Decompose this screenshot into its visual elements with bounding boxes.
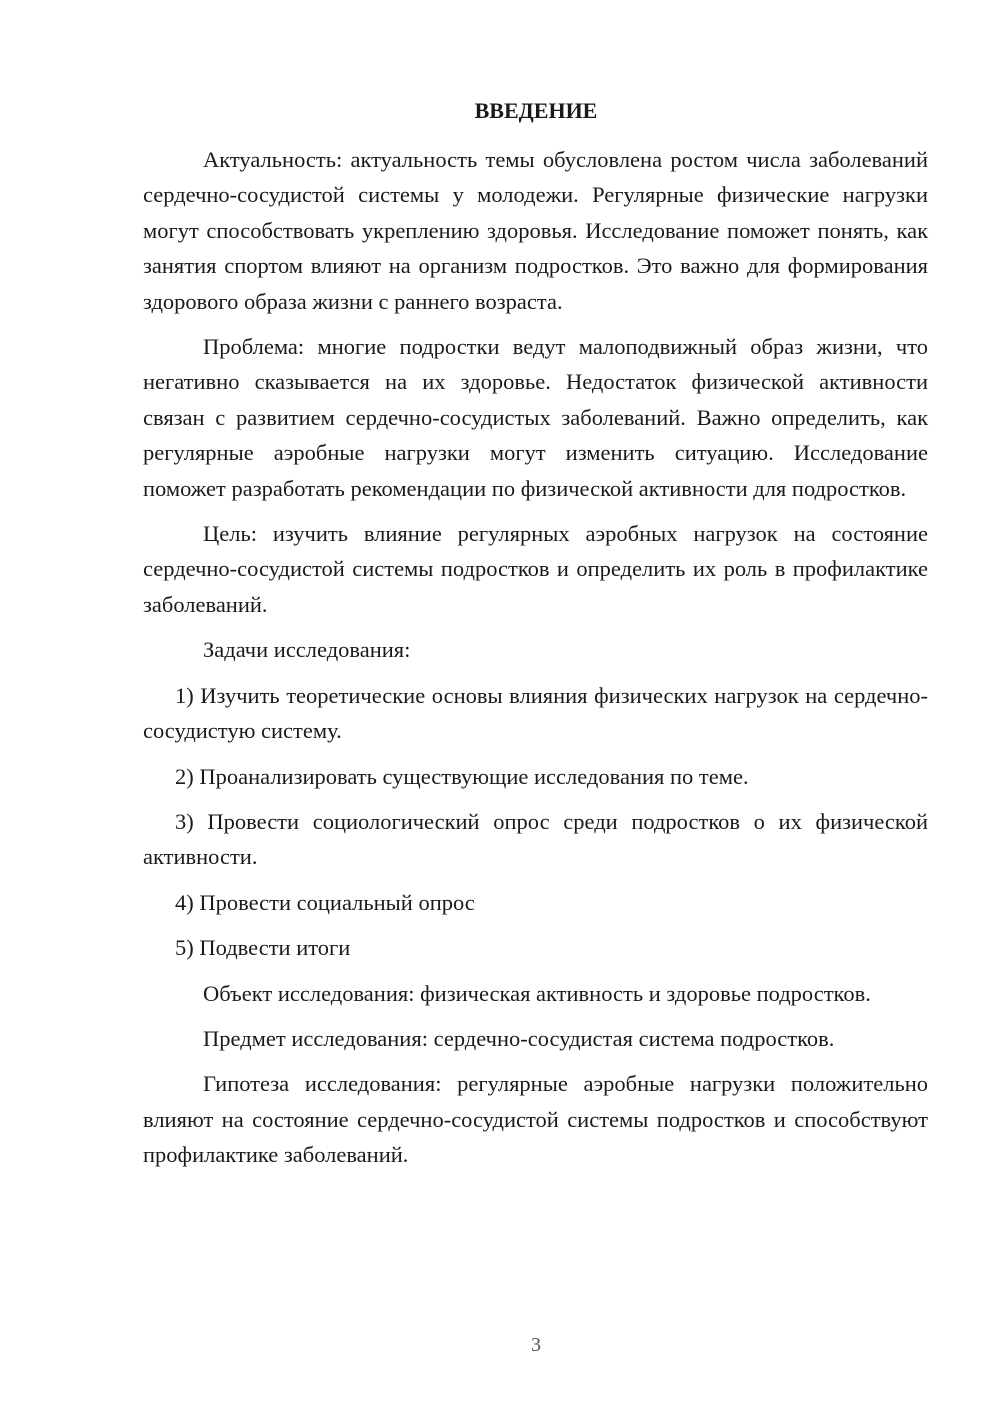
paragraph-goal: Цель: изучить влияние регулярных аэробных нагрузок на состояние сердечно-сосудистой системы подростков и определить их роль в профилактике заболеваний.: [143, 521, 928, 617]
paragraph-relevance: Актуальность: актуальность темы обусловлена ростом числа заболеваний сердечно-сосудистой системы у молодежи. Регулярные физические нагрузки могут способствовать укреплению здоровья. Исследование поможет понять, как занятия спортом влияют на организм подростков. Это важно для формирования здорового образа жизни с раннего возраста.: [143, 147, 928, 314]
task-item-2: 2) Проанализировать существующие исследования по теме.: [175, 763, 749, 789]
page-title: ВВЕДЕНИЕ: [474, 98, 598, 123]
task-item-4: 4) Провести социальный опрос: [175, 889, 475, 915]
document-body: [143, 142, 928, 1183]
task-item-5: 5) Подвести итоги: [175, 935, 351, 961]
task-item-3: 3) Провести социологический опрос среди подростков о их физической активности.: [143, 808, 928, 870]
paragraph-hypothesis: Гипотеза исследования: регулярные аэробные нагрузки положительно влияют на состояние сердечно-сосудистой системы подростков и способствуют профилактике заболеваний.: [143, 1071, 928, 1168]
paragraph-tasks-heading: Задачи исследования:: [203, 637, 411, 663]
paragraph-problem: Проблема: многие подростки ведут малоподвижный образ жизни, что негативно сказывается на их здоровье. Недостаток физической активности связан с развитием сердечно-сосудистых заболеваний. Важно определить, как регулярные аэробные нагрузки могут изменить ситуацию. Исследование поможет разработать рекомендации по физической активности для подростков.: [143, 334, 928, 501]
paragraph-object: Объект исследования: физическая активность и здоровье подростков.: [203, 980, 871, 1006]
task-item-1: 1) Изучить теоретические основы влияния физических нагрузок на сердечно-сосудистую систему.: [143, 682, 928, 744]
paragraph-subject: Предмет исследования: сердечно-сосудистая система подростков.: [203, 1025, 835, 1051]
page-number: 3: [531, 1334, 541, 1356]
